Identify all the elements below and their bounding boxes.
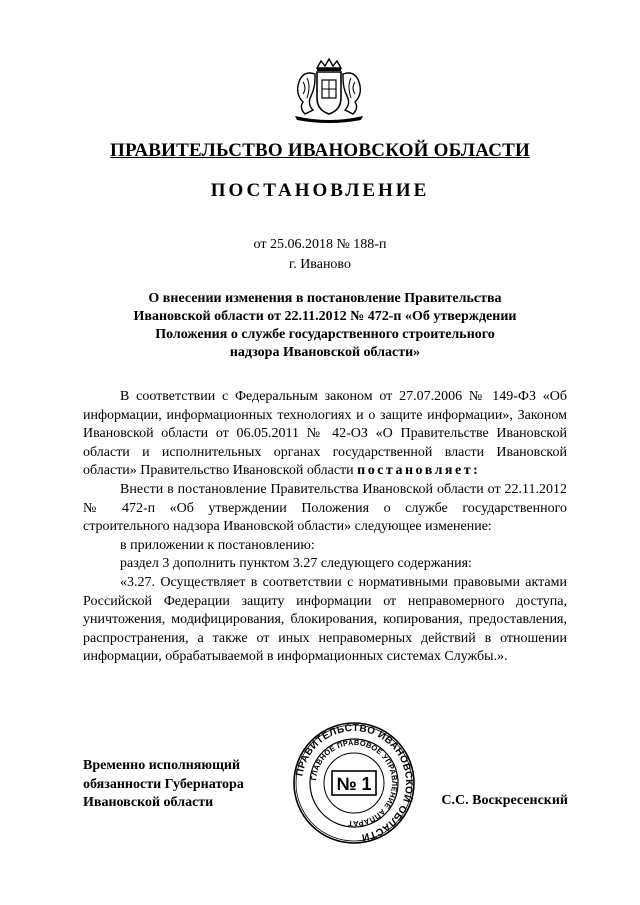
stamp-inner-text: ГЛАВНОЕ ПРАВОВОЕ УПРАВЛЕНИЕ АППАРАТ (309, 737, 400, 829)
subject-line: надзора Ивановской области» (229, 345, 421, 360)
resolves-word: постановляет: (357, 463, 481, 479)
body-paragraph: в приложении к постановлению: (120, 537, 315, 553)
position-line: Временно исполняющий (83, 758, 241, 773)
body-paragraph: «3.27. Осуществляет в соответствии с нормативными правовыми актами Российской Федерации защиту информации от неправомерного доступа, уничтожения, модифицирования, блокирования, копирования, предоставления, распространения, а также от иных неправомерных действий в отношении информации, обрабатываемой в информационных системах Службы.». (83, 574, 567, 665)
position-line: обязанности Губернатора (83, 776, 244, 792)
signatory-position (83, 757, 244, 813)
paragraph-text: В соответствии с Федеральным законом от 27.07.2006 № 149-ФЗ «Об информации, информационных технологиях и о защите информации», Законом Ивановской области от 06.05.2011 № 42-ОЗ «О Правительстве Ивановской области и исполнительных органах государственной власти Ивановской области» Правительство Ивановской области (83, 389, 567, 479)
government-title: ПРАВИТЕЛЬСТВО ИВАНОВСКОЙ ОБЛАСТИ (110, 140, 530, 161)
city: г. Иваново (289, 257, 351, 272)
document-subject (100, 290, 550, 362)
stamp-outer-text: ПРАВИТЕЛЬСТВО ИВАНОВСКОЙ ОБЛАСТИ (294, 722, 415, 843)
signatory-name: С.С. Воскресенский (441, 793, 568, 808)
coat-of-arms-emblem (289, 58, 369, 124)
official-stamp (292, 721, 416, 845)
subject-line: Ивановской области от 22.11.2012 № 472-п «Об утверждении (133, 309, 517, 324)
body-paragraph (83, 388, 567, 481)
document-body (83, 388, 567, 667)
body-paragraph: Внести в постановление Правительства Ивановской области от 22.11.2012 № 472-п «Об утверждении Положения о службе государственного строительного надзора Ивановской области» следующее изменение: (83, 481, 567, 535)
body-paragraph: раздел 3 дополнить пунктом 3.27 следующего содержания: (120, 556, 472, 572)
subject-line: Положения о службе государственного строительного (155, 327, 495, 342)
stamp-number: № 1 (336, 774, 372, 794)
document-type: ПОСТАНОВЛЕНИЕ (210, 180, 430, 201)
date-number: от 25.06.2018 № 188-п (253, 237, 387, 252)
subject-line: О внесении изменения в постановление Правительства (148, 291, 502, 306)
position-line: Ивановской области (83, 795, 214, 810)
